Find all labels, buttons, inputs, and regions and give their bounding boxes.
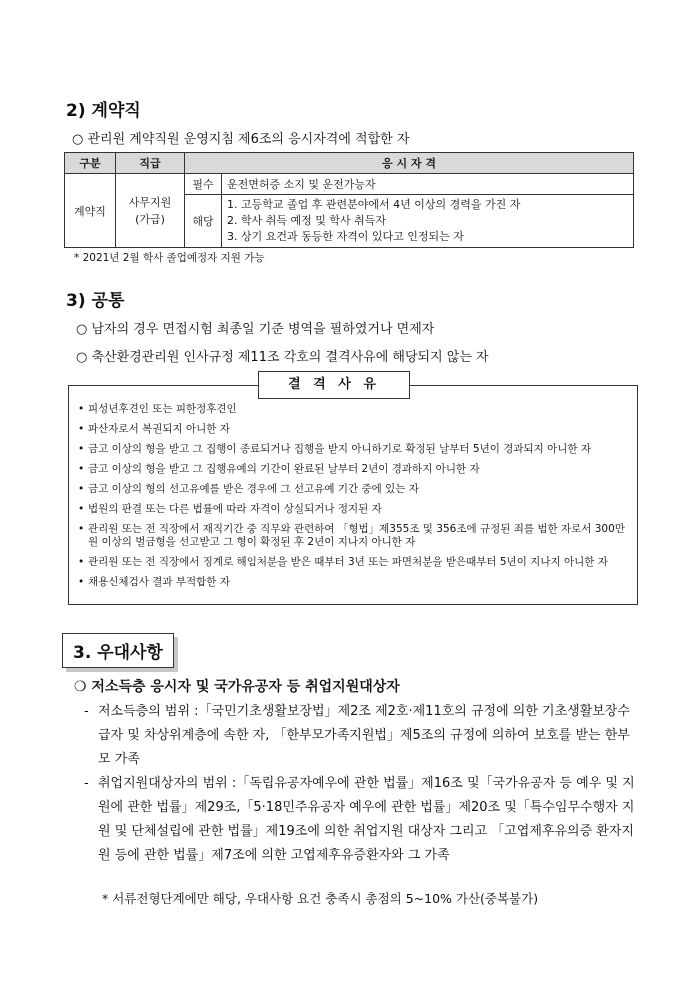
list-item: • 금고 이상의 형을 받고 그 집행유예의 기간이 완료된 날부터 2년이 경과하지 아니한 자	[76, 463, 628, 476]
common-item: ○ 남자의 경우 면접시험 최종일 기준 병역을 필하였거나 면제자	[76, 322, 435, 337]
list-item: • 관리원 또는 전 직장에서 징계로 해임처분을 받은 때부터 3년 또는 파면처분을 받은때부터 5년이 지나지 아니한 자	[76, 556, 628, 569]
section-heading-common: 3) 공통	[66, 291, 125, 311]
section-heading-preference: 3. 우대사항	[62, 633, 174, 668]
list-item: • 채용신체검사 결과 부적합한 자	[76, 576, 628, 589]
rank-line-2: (가급)	[135, 212, 165, 226]
list-item: • 법원의 판결 또는 다른 법률에 따라 자격이 상실되거나 정지된 자	[76, 503, 628, 516]
table-header-qualification: 응 시 자 격	[185, 153, 634, 174]
preference-paragraph-employment-support	[84, 772, 640, 868]
disqualification-title: 결 격 사 유	[258, 371, 410, 399]
contract-note: * 2021년 2월 학사 졸업예정자 지원 가능	[74, 252, 265, 264]
paragraph-text: 저소득층의 범위 :「국민기초생활보장법」제2조 제2호·제11호의 규정에 의한 기초생활보장수급자 및 차상위계층에 속한 자, 「한부모가족지원법」제5조의 규정에 의하여 보호를 받는 한부모 가족	[98, 704, 630, 767]
table-cell-applicable-list	[222, 195, 634, 248]
section-heading-contract: 2) 계약직	[66, 101, 141, 121]
disqualification-list	[76, 403, 628, 596]
contract-intro: ○ 관리원 계약직원 운영지침 제6조의 응시자격에 적합한 자	[72, 132, 410, 147]
list-item: • 금고 이상의 형을 받고 그 집행이 종료되거나 집행을 받지 아니하기로 확정된 날부터 5년이 경과되지 아니한 자	[76, 443, 628, 456]
preference-note: * 서류전형단계에만 해당, 우대사항 요건 충족시 총점의 5~10% 가산(중복불가)	[102, 891, 539, 906]
list-item: • 금고 이상의 형의 선고유예를 받은 경우에 그 선고유예 기간 중에 있는 자	[76, 483, 628, 496]
common-item: ○ 축산환경관리원 인사규정 제11조 각호의 결격사유에 해당되지 않는 자	[76, 350, 489, 365]
rank-line-1: 사무지원	[128, 195, 172, 209]
list-item: • 관리원 또는 전 직장에서 재직기간 중 직무와 관련하여 「형법」제355조 및 356조에 규정된 죄를 범한 자로서 300만원 이상의 벌금형을 선고받고 그 형이 확정된 후 2년이 지나지 아니한 자	[76, 523, 628, 549]
list-item: • 피성년후견인 또는 피한정후견인	[76, 403, 628, 416]
table-header-rank: 직급	[116, 153, 185, 174]
table-cell-required-text: 운전면허증 소지 및 운전가능자	[222, 174, 634, 195]
dash-icon: -	[84, 776, 89, 791]
table-cell-type: 계약직	[65, 174, 116, 248]
qualification-table	[64, 152, 634, 248]
table-cell-required-label: 필수	[185, 174, 222, 195]
applicable-item: 3. 상기 요건과 동등한 자격이 있다고 인정되는 자	[227, 230, 464, 243]
list-item: • 파산자로서 복권되지 아니한 자	[76, 423, 628, 436]
applicable-item: 2. 학사 취득 예정 및 학사 취득자	[227, 214, 386, 227]
dash-icon: -	[84, 704, 89, 719]
preference-paragraph-low-income	[84, 700, 640, 772]
table-cell-applicable-label: 해당	[185, 195, 222, 248]
table-cell-rank	[116, 174, 185, 248]
applicable-item: 1. 고등학교 졸업 후 관련분야에서 4년 이상의 경력을 가진 자	[227, 198, 521, 211]
preference-subheading: ❍ 저소득층 응시자 및 국가유공자 등 취업지원대상자	[74, 679, 400, 695]
paragraph-text: 취업지원대상자의 범위 :「독립유공자예우에 관한 법률」제16조 및「국가유공자 등 예우 및 지원에 관한 법률」제29조,「5·18민주유공자 예우에 관한 법률」제20조 및「특수임무수행자 지원 및 단체설립에 관한 법률」제19조에 의한 취업지원 대상자 그리고 「고엽제후유의증 환자지원 등에 관한 법률」제7조에 의한 고엽제후유증환자와 그 가족	[98, 776, 635, 863]
table-header-type: 구분	[65, 153, 116, 174]
